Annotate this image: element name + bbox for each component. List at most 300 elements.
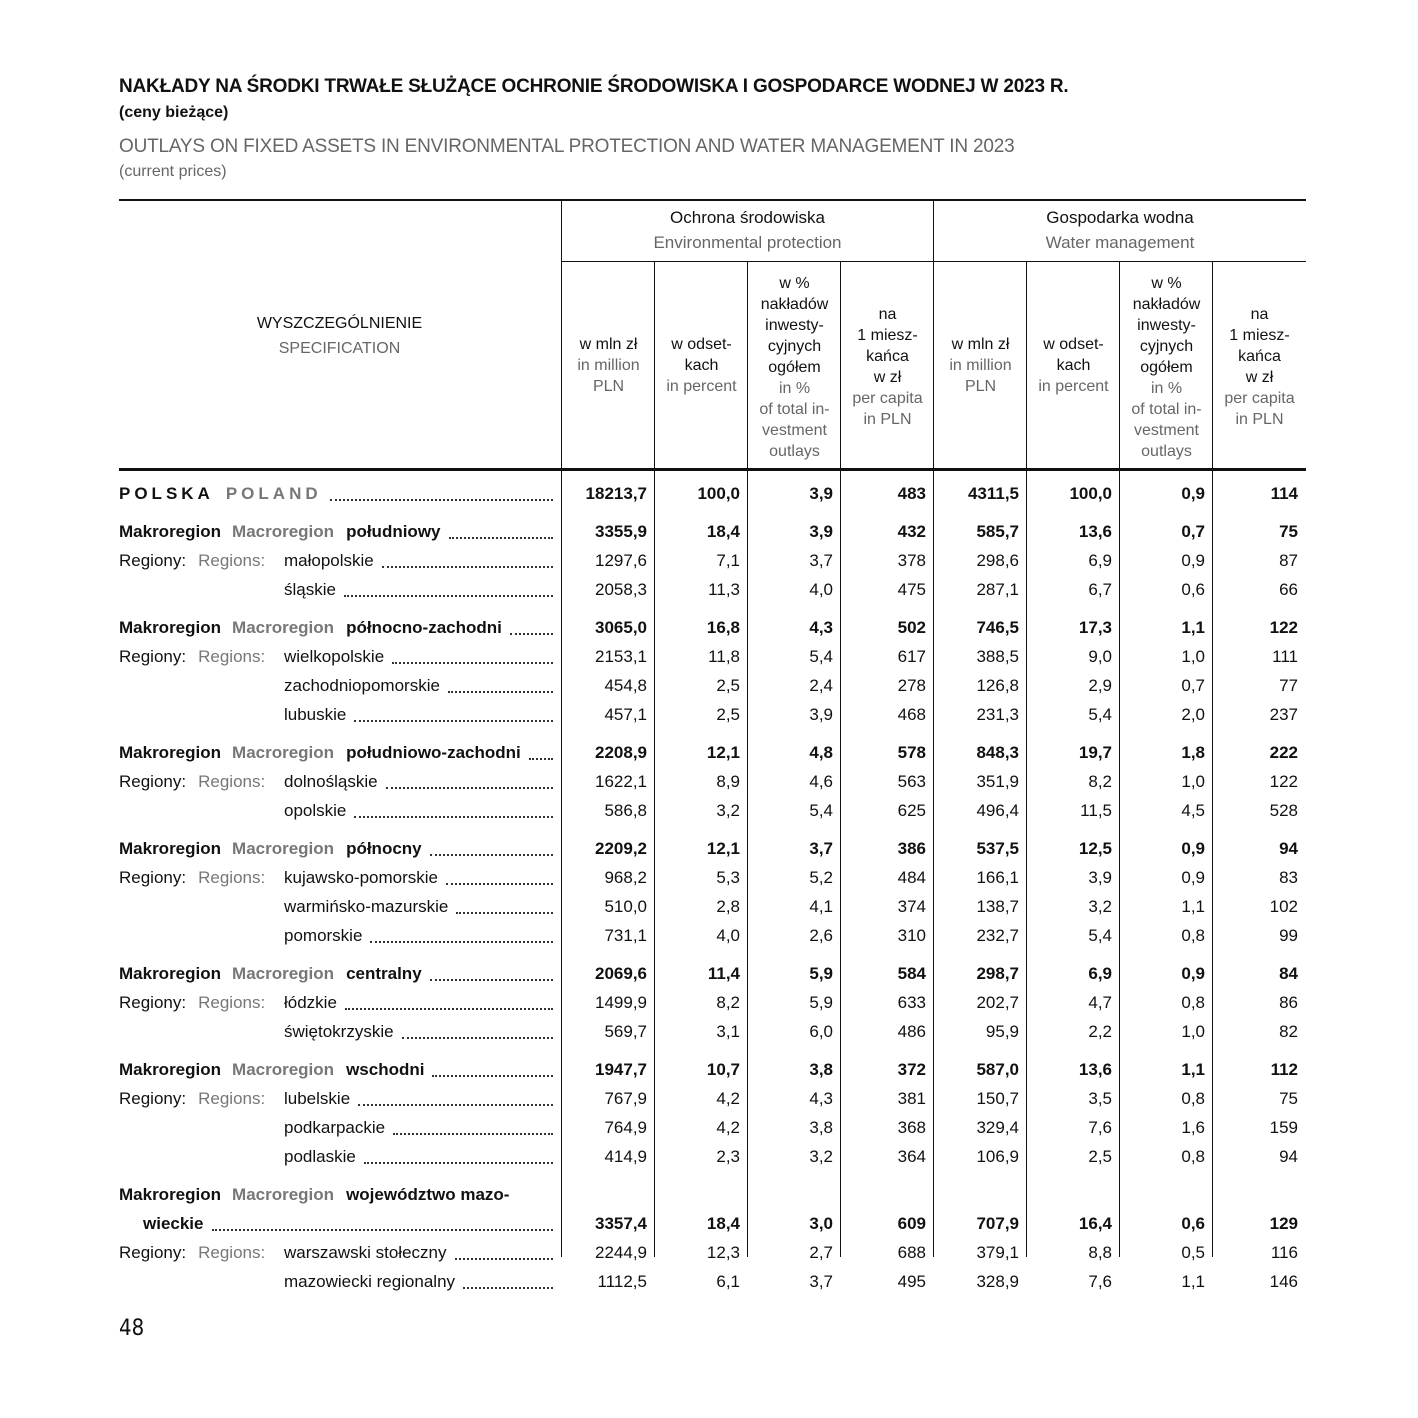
table-cell: 3,7 xyxy=(809,1272,833,1291)
table-cell: 9,0 xyxy=(1088,647,1112,666)
macroregion-prefix-en: Macroregion xyxy=(232,618,335,637)
leader-dots xyxy=(510,633,553,635)
table-cell: 16,4 xyxy=(1078,1214,1112,1233)
table-cell: 237 xyxy=(1269,705,1298,724)
regions-prefix-pl: Regiony: xyxy=(119,868,187,887)
table-cell: 1947,7 xyxy=(595,1060,647,1079)
table-cell: 3,0 xyxy=(809,1214,833,1233)
column-divider xyxy=(1119,262,1120,1257)
row-label xyxy=(119,866,553,890)
table-cell: 3,9 xyxy=(809,522,833,541)
table-cell: 767,9 xyxy=(604,1089,647,1108)
table-cell: 100,0 xyxy=(697,484,740,503)
macroregion-name: wschodni xyxy=(346,1060,425,1079)
table-cell: 95,9 xyxy=(985,1022,1019,1041)
region-name-cell xyxy=(284,549,553,573)
region-name-cell xyxy=(284,1116,553,1140)
table-cell: 414,9 xyxy=(604,1147,647,1166)
table-cell: 0,5 xyxy=(1181,1243,1205,1262)
region-name-cell xyxy=(284,1241,553,1265)
table-cell: 2,2 xyxy=(1088,1022,1112,1041)
group-header-en: Water management xyxy=(1045,233,1195,252)
table-cell: 537,5 xyxy=(976,839,1019,858)
macroregion-prefix-en: Macroregion xyxy=(232,522,335,541)
table-cell: 764,9 xyxy=(604,1118,647,1137)
region-name-cell xyxy=(284,578,553,602)
region-name: pomorskie xyxy=(284,926,363,945)
table-cell: 2,5 xyxy=(716,676,740,695)
macroregion-prefix-pl: Makroregion xyxy=(119,522,222,541)
column-header-pl: w mln zł xyxy=(951,336,1010,353)
table-row xyxy=(119,837,1306,861)
group-header-pl: Ochrona środowiska xyxy=(670,208,825,227)
table-cell: 87 xyxy=(1279,551,1298,570)
table-row xyxy=(119,1145,1306,1169)
table-cell: 2,4 xyxy=(809,676,833,695)
table-cell: 381 xyxy=(897,1089,926,1108)
table-row xyxy=(119,895,1306,919)
column-header-pl: w % nakładów inwesty- cyjnych ogółem xyxy=(1132,275,1201,376)
table-cell: 11,5 xyxy=(1080,801,1112,820)
macroregion-name: województwo mazo- xyxy=(346,1185,510,1204)
table-cell: 82 xyxy=(1279,1022,1298,1041)
table-cell: 510,0 xyxy=(604,897,647,916)
table-cell: 7,6 xyxy=(1088,1118,1112,1137)
table-cell: 122 xyxy=(1269,772,1298,791)
table-cell: 126,8 xyxy=(976,676,1019,695)
table-cell: 329,4 xyxy=(976,1118,1019,1137)
table-cell: 364 xyxy=(897,1147,926,1166)
table-cell: 1,0 xyxy=(1181,647,1205,666)
specification-header xyxy=(119,311,560,361)
table-cell: 7,6 xyxy=(1088,1272,1112,1291)
table-cell: 12,1 xyxy=(706,743,740,762)
table-cell: 1,8 xyxy=(1181,743,1205,762)
table-cell: 112 xyxy=(1270,1060,1298,1079)
table-cell: 0,9 xyxy=(1181,484,1205,503)
region-name: warszawski stołeczny xyxy=(284,1243,447,1262)
table-cell: 379,1 xyxy=(976,1243,1019,1262)
macroregion-prefix-en: Macroregion xyxy=(232,839,335,858)
row-label xyxy=(119,1020,553,1044)
table-cell: 3,2 xyxy=(809,1147,833,1166)
column-header-pl: w % nakładów inwesty- cyjnych ogółem xyxy=(760,275,829,376)
leader-dots xyxy=(393,1133,553,1135)
row-label xyxy=(119,578,553,602)
table-cell: 12,5 xyxy=(1078,839,1112,858)
regions-prefix-pl: Regiony: xyxy=(119,1243,187,1262)
spec-header-en: SPECIFICATION xyxy=(278,340,401,357)
table-cell: 0,6 xyxy=(1181,580,1205,599)
macroregion-prefix-pl: Makroregion xyxy=(119,618,222,637)
table-cell: 0,7 xyxy=(1181,522,1205,541)
table-cell: 8,8 xyxy=(1088,1243,1112,1262)
leader-dots xyxy=(382,566,553,568)
table-cell: 1622,1 xyxy=(595,772,647,791)
macroregion-name-continued: wieckie xyxy=(143,1214,204,1233)
table-cell: 84 xyxy=(1279,964,1298,983)
table-cell: 5,4 xyxy=(1088,705,1112,724)
macroregion-prefix-pl: Makroregion xyxy=(119,964,222,983)
table-cell: 483 xyxy=(897,484,926,503)
table-cell: 848,3 xyxy=(976,743,1019,762)
table-cell: 4,0 xyxy=(716,926,740,945)
table-cell: 0,9 xyxy=(1181,551,1205,570)
macroregion-name: południowy xyxy=(346,522,441,541)
table-cell: 13,6 xyxy=(1078,1060,1112,1079)
region-name: opolskie xyxy=(284,801,347,820)
region-name-cell xyxy=(284,924,553,948)
row-label xyxy=(119,1116,553,1140)
column-divider xyxy=(654,262,655,1257)
region-name: lubelskie xyxy=(284,1089,351,1108)
row-label xyxy=(119,645,553,669)
macroregion-prefix-en: Macroregion xyxy=(232,1185,335,1204)
group-header-rule xyxy=(934,261,1306,262)
table-row xyxy=(119,1183,1306,1236)
table-cell: 6,0 xyxy=(809,1022,833,1041)
table-cell: 3,7 xyxy=(809,551,833,570)
table-cell: 688 xyxy=(897,1243,926,1262)
table-row xyxy=(119,482,1306,506)
table-cell: 114 xyxy=(1270,484,1298,503)
regions-prefix-pl: Regiony: xyxy=(119,772,187,791)
table-cell: 3,8 xyxy=(809,1060,833,1079)
table-cell: 11,3 xyxy=(708,580,740,599)
macroregion-name: południowo-zachodni xyxy=(346,743,521,762)
region-name-cell xyxy=(284,991,553,1015)
table-cell: 1,0 xyxy=(1181,772,1205,791)
column-header-en: per capita in PLN xyxy=(1224,390,1295,428)
table-cell: 457,1 xyxy=(604,705,647,724)
table-cell: 146 xyxy=(1269,1272,1298,1291)
leader-dots xyxy=(386,787,553,789)
leader-dots xyxy=(344,595,553,597)
region-name: dolnośląskie xyxy=(284,772,378,791)
leader-dots xyxy=(430,979,553,981)
table-cell: 4,8 xyxy=(809,743,833,762)
table-cell: 111 xyxy=(1272,647,1298,666)
table-cell: 2,3 xyxy=(716,1147,740,1166)
table-cell: 3357,4 xyxy=(595,1214,647,1233)
row-label xyxy=(119,770,553,794)
row-label xyxy=(119,924,553,948)
table-cell: 563 xyxy=(897,772,926,791)
macroregion-prefix-pl: Makroregion xyxy=(119,1185,222,1204)
table-cell: 3,5 xyxy=(1088,1089,1112,1108)
regions-prefix-en: Regions: xyxy=(198,868,266,887)
table-cell: 374 xyxy=(897,897,926,916)
table-cell: 3,7 xyxy=(809,839,833,858)
row-label xyxy=(119,741,553,765)
table-cell: 5,9 xyxy=(809,993,833,1012)
table-cell: 2,6 xyxy=(809,926,833,945)
table-cell: 16,8 xyxy=(706,618,740,637)
table-cell: 3355,9 xyxy=(595,522,647,541)
table-cell: 484 xyxy=(897,868,926,887)
column-header-pl: na 1 miesz- kańca w zł xyxy=(857,306,918,386)
table-cell: 0,8 xyxy=(1181,993,1205,1012)
table-cell: 2244,9 xyxy=(595,1243,647,1262)
region-name-cell xyxy=(284,645,553,669)
table-cell: 278 xyxy=(897,676,926,695)
leader-dots xyxy=(432,1075,553,1077)
macroregion-prefix-pl: Makroregion xyxy=(119,1060,222,1079)
country-name-en: POLAND xyxy=(225,484,322,503)
table-cell: 298,6 xyxy=(976,551,1019,570)
table-cell: 1,1 xyxy=(1181,1060,1205,1079)
macroregion-name: północny xyxy=(346,839,422,858)
table-cell: 454,8 xyxy=(604,676,647,695)
regions-prefix-pl: Regiony: xyxy=(119,1089,187,1108)
table-cell: 86 xyxy=(1279,993,1298,1012)
table-row xyxy=(119,616,1306,640)
table-cell: 495 xyxy=(897,1272,926,1291)
row-label xyxy=(119,482,553,506)
table-cell: 502 xyxy=(897,618,926,637)
table-cell: 1,1 xyxy=(1181,618,1205,637)
column-header-en: in million PLN xyxy=(949,357,1012,395)
table-cell: 4311,5 xyxy=(967,484,1019,503)
table-cell: 310 xyxy=(897,926,926,945)
table-row xyxy=(119,1116,1306,1140)
table-subtitle-en: (current prices) xyxy=(119,163,227,180)
table-row xyxy=(119,645,1306,669)
table-cell: 3,9 xyxy=(809,705,833,724)
row-label xyxy=(119,1058,553,1082)
table-cell: 968,2 xyxy=(604,868,647,887)
table-cell: 1,0 xyxy=(1181,1022,1205,1041)
row-label xyxy=(119,962,553,986)
table-cell: 75 xyxy=(1279,522,1298,541)
leader-dots xyxy=(456,912,553,914)
table-row xyxy=(119,674,1306,698)
region-name: śląskie xyxy=(284,580,336,599)
column-header xyxy=(1213,304,1306,430)
table-cell: 3,8 xyxy=(809,1118,833,1137)
region-name-cell xyxy=(284,770,553,794)
table-cell: 202,7 xyxy=(976,993,1019,1012)
column-header xyxy=(1027,334,1120,397)
table-cell: 3,9 xyxy=(809,484,833,503)
table-cell: 94 xyxy=(1279,839,1298,858)
table-cell: 0,8 xyxy=(1181,926,1205,945)
table-cell: 746,5 xyxy=(976,618,1019,637)
table-cell: 5,4 xyxy=(1088,926,1112,945)
regions-prefix-en: Regions: xyxy=(198,993,266,1012)
table-cell: 2058,3 xyxy=(595,580,647,599)
table-cell: 5,3 xyxy=(716,868,740,887)
table-cell: 75 xyxy=(1279,1089,1298,1108)
column-header xyxy=(748,273,841,462)
column-header xyxy=(562,334,655,397)
table-cell: 19,7 xyxy=(1078,743,1112,762)
table-cell: 159 xyxy=(1269,1118,1298,1137)
table-top-rule xyxy=(119,199,1306,201)
table-cell: 528 xyxy=(1269,801,1298,820)
table-cell: 3,1 xyxy=(716,1022,740,1041)
table-row xyxy=(119,1087,1306,1111)
table-cell: 3,2 xyxy=(1088,897,1112,916)
table-cell: 587,0 xyxy=(976,1060,1019,1079)
table-cell: 2209,2 xyxy=(595,839,647,858)
column-divider xyxy=(747,262,748,1257)
table-cell: 368 xyxy=(897,1118,926,1137)
table-cell: 0,9 xyxy=(1181,964,1205,983)
table-cell: 18213,7 xyxy=(585,484,647,503)
column-header-pl: na 1 miesz- kańca w zł xyxy=(1229,306,1290,386)
column-header xyxy=(841,304,934,430)
table-cell: 372 xyxy=(897,1060,926,1079)
leader-dots xyxy=(392,662,553,664)
leader-dots xyxy=(449,537,554,539)
table-cell: 129 xyxy=(1269,1214,1298,1233)
regions-prefix-en: Regions: xyxy=(198,647,266,666)
table-cell: 4,2 xyxy=(716,1118,740,1137)
table-cell: 625 xyxy=(897,801,926,820)
table-cell: 231,3 xyxy=(976,705,1019,724)
region-name-cell xyxy=(284,866,553,890)
row-label xyxy=(119,520,553,544)
table-cell: 83 xyxy=(1279,868,1298,887)
row-label xyxy=(119,674,553,698)
table-cell: 2153,1 xyxy=(595,647,647,666)
table-cell: 0,8 xyxy=(1181,1147,1205,1166)
column-divider xyxy=(1212,262,1213,1257)
table-row xyxy=(119,991,1306,1015)
table-row xyxy=(119,549,1306,573)
table-cell: 328,9 xyxy=(976,1272,1019,1291)
table-cell: 18,4 xyxy=(706,1214,740,1233)
region-name-cell xyxy=(284,1145,553,1169)
column-header xyxy=(655,334,748,397)
leader-dots xyxy=(430,854,553,856)
region-name: wielkopolskie xyxy=(284,647,385,666)
leader-dots xyxy=(448,691,553,693)
table-cell: 4,0 xyxy=(809,580,833,599)
leader-dots xyxy=(446,883,553,885)
table-cell: 5,4 xyxy=(809,801,833,820)
column-header-en: per capita in PLN xyxy=(852,390,923,428)
row-label xyxy=(119,837,553,861)
table-cell: 10,7 xyxy=(706,1060,740,1079)
table-title-pl: NAKŁADY NA ŚRODKI TRWAŁE SŁUŻĄCE OCHRONIE ŚRODOWISKA I GOSPODARCE WODNEJ W 2023 R. xyxy=(119,76,1069,97)
region-name: lubuskie xyxy=(284,705,347,724)
table-cell: 475 xyxy=(897,580,926,599)
table-cell: 468 xyxy=(897,705,926,724)
column-divider xyxy=(840,262,841,1257)
table-cell: 3,9 xyxy=(1088,868,1112,887)
table-row xyxy=(119,962,1306,986)
table-cell: 106,9 xyxy=(976,1147,1019,1166)
table-cell: 578 xyxy=(897,743,926,762)
table-cell: 100,0 xyxy=(1069,484,1112,503)
leader-dots xyxy=(370,941,553,943)
row-label-continuation xyxy=(119,1212,553,1236)
region-name: podkarpackie xyxy=(284,1118,386,1137)
column-header-en: in % of total in- vestment outlays xyxy=(1131,380,1202,460)
table-cell: 11,8 xyxy=(708,647,740,666)
leader-dots xyxy=(354,816,553,818)
table-cell: 94 xyxy=(1279,1147,1298,1166)
row-label xyxy=(119,799,553,823)
table-cell: 2,5 xyxy=(1088,1147,1112,1166)
table-cell: 584 xyxy=(897,964,926,983)
table-cell: 11,4 xyxy=(707,964,740,983)
table-cell: 5,2 xyxy=(809,868,833,887)
table-cell: 1,1 xyxy=(1181,1272,1205,1291)
table-title-en: OUTLAYS ON FIXED ASSETS IN ENVIRONMENTAL PROTECTION AND WATER MANAGEMENT IN 2023 xyxy=(119,136,1015,157)
group-header-environment xyxy=(562,205,933,255)
table-cell: 8,2 xyxy=(1088,772,1112,791)
leader-dots xyxy=(529,758,553,760)
group-header-en: Environmental protection xyxy=(653,233,842,252)
table-cell: 66 xyxy=(1279,580,1298,599)
region-name-cell xyxy=(284,1020,553,1044)
table-cell: 17,3 xyxy=(1078,618,1112,637)
column-divider xyxy=(1026,262,1027,1257)
table-cell: 116 xyxy=(1270,1243,1298,1262)
table-cell: 4,6 xyxy=(809,772,833,791)
table-row xyxy=(119,1241,1306,1265)
table-cell: 12,3 xyxy=(706,1243,740,1262)
table-cell: 585,7 xyxy=(976,522,1019,541)
table-cell: 287,1 xyxy=(976,580,1019,599)
column-header-pl: w odset- kach xyxy=(1043,336,1104,374)
table-cell: 707,9 xyxy=(976,1214,1019,1233)
group-header-pl: Gospodarka wodna xyxy=(1046,208,1194,227)
header-bottom-rule xyxy=(119,468,1306,471)
table-cell: 122 xyxy=(1269,618,1298,637)
table-cell: 150,7 xyxy=(976,1089,1019,1108)
leader-dots xyxy=(358,1104,553,1106)
region-name-cell xyxy=(284,703,553,727)
country-name-pl: POLSKA xyxy=(119,484,214,503)
leader-dots xyxy=(212,1229,554,1231)
table-subtitle-pl: (ceny bieżące) xyxy=(119,104,229,121)
table-cell: 2069,6 xyxy=(595,964,647,983)
table-row xyxy=(119,1270,1306,1294)
column-header xyxy=(934,334,1027,397)
column-header-en: in % of total in- vestment outlays xyxy=(759,380,830,460)
region-name: zachodniopomorskie xyxy=(284,676,440,695)
row-label xyxy=(119,1270,553,1294)
table-cell: 609 xyxy=(897,1214,926,1233)
table-row xyxy=(119,741,1306,765)
table-cell: 6,9 xyxy=(1088,551,1112,570)
column-header-pl: w mln zł xyxy=(579,336,638,353)
table-cell: 138,7 xyxy=(976,897,1019,916)
table-cell: 5,4 xyxy=(809,647,833,666)
row-label xyxy=(119,703,553,727)
table-cell: 0,8 xyxy=(1181,1089,1205,1108)
table-cell: 1499,9 xyxy=(595,993,647,1012)
table-cell: 0,9 xyxy=(1181,868,1205,887)
region-name-cell xyxy=(284,895,553,919)
row-label xyxy=(119,1145,553,1169)
region-name: świętokrzyskie xyxy=(284,1022,394,1041)
column-divider xyxy=(933,201,934,1257)
spec-header-pl: WYSZCZEGÓLNIENIE xyxy=(256,315,423,332)
table-cell: 3065,0 xyxy=(595,618,647,637)
table-row xyxy=(119,924,1306,948)
region-name: mazowiecki regionalny xyxy=(284,1272,456,1291)
table-cell: 6,9 xyxy=(1088,964,1112,983)
table-cell: 0,6 xyxy=(1181,1214,1205,1233)
macroregion-prefix-en: Macroregion xyxy=(232,743,335,762)
table-cell: 496,4 xyxy=(976,801,1019,820)
row-label xyxy=(119,991,553,1015)
